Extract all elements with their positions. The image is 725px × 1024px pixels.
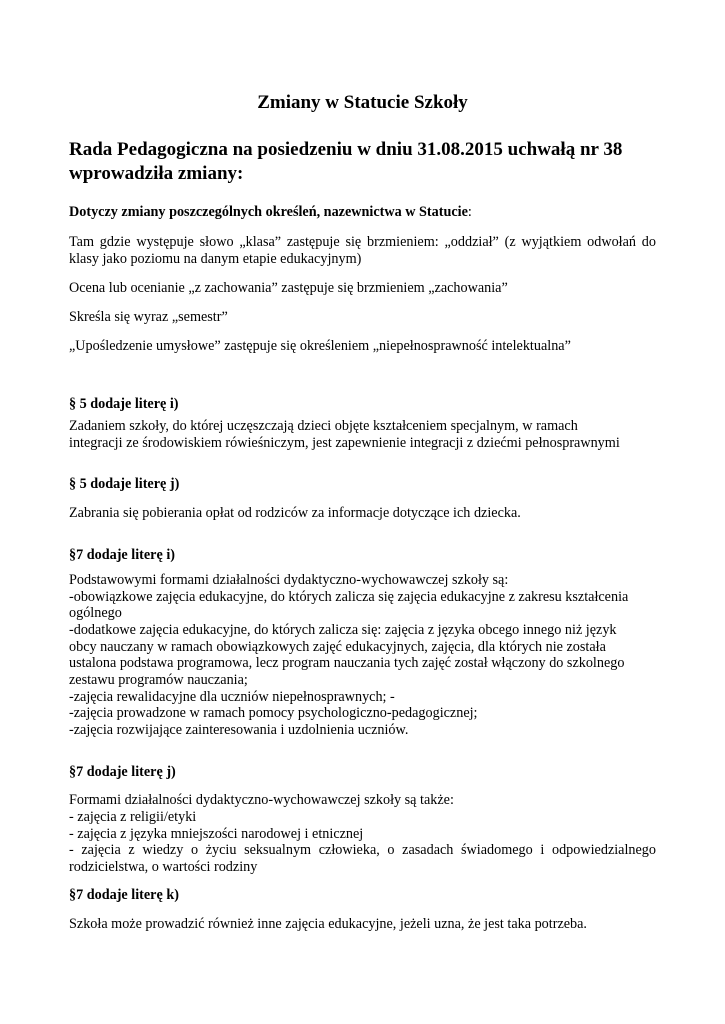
section-7i-line: obcy nauczany w ramach obowiązkowych zajęć edukacyjnych, zajęcia, dla których nie została (69, 639, 606, 655)
change-klasa-line-2: klasy jako poziomu na danym etapie edukacyjnym) (69, 251, 362, 267)
change-klasa-line-1: Tam gdzie występuje słowo „klasa” zastępuje się brzmieniem: „oddział” (z wyjątkiem odwołań do (69, 234, 656, 250)
change-uposledzenie: „Upośledzenie umysłowe” zastępuje się określeniem „niepełnosprawność intelektualna” (69, 338, 571, 354)
intro-paragraph (69, 204, 472, 221)
section-7j-heading: §7 dodaje literę j) (69, 764, 176, 780)
section-7i-line: -zajęcia prowadzone w ramach pomocy psychologiczno-pedagogicznej; (69, 705, 478, 721)
section-7i-line: -zajęcia rozwijające zainteresowania i uzdolnienia uczniów. (69, 722, 409, 738)
section-7j-line: - zajęcia z wiedzy o życiu seksualnym człowieka, o zasadach świadomego i odpowiedzialnego (69, 842, 656, 858)
change-zachowanie: Ocena lub ocenianie „z zachowania” zastępuje się brzmieniem „zachowania” (69, 280, 508, 296)
section-7i-line: zestawu programów nauczania; (69, 672, 248, 688)
document-title: Zmiany w Statucie Szkoły (257, 92, 468, 113)
section-7i-line: ustalona podstawa programowa, lecz program nauczania tych zajęć został włączony do szkolnego (69, 655, 625, 671)
section-7k-line-1: Szkoła może prowadzić również inne zajęcia edukacyjne, jeżeli uzna, że jest taka potrzeba. (69, 916, 587, 932)
section-7i-line: -obowiązkowe zajęcia edukacyjne, do których zalicza się zajęcia edukacyjne z zakresu kształcenia (69, 589, 629, 605)
section-7i-line: -zajęcia rewalidacyjne dla uczniów niepełnosprawnych; - (69, 689, 395, 705)
section-7j-line: - zajęcia z religii/etyki (69, 809, 197, 825)
resolution-heading-line-2: wprowadziła zmiany: (69, 163, 244, 184)
section-5j-line-1: Zabrania się pobierania opłat od rodziców za informacje dotyczące ich dziecka. (69, 505, 521, 521)
section-5i-heading: § 5 dodaje literę i) (69, 396, 179, 412)
section-7j-line: Formami działalności dydaktyczno-wychowawczej szkoły są także: (69, 792, 454, 808)
section-7i-line: -dodatkowe zajęcia edukacyjne, do których zalicza się: zajęcia z języka obcego innego niż język (69, 622, 617, 638)
intro-bold-text: Dotyczy zmiany poszczególnych określeń, nazewnictwa w Statucie (69, 204, 468, 220)
section-5i-line-1: Zadaniem szkoły, do której uczęszczają dzieci objęte kształceniem specjalnym, w ramach (69, 418, 578, 434)
section-7i-line: Podstawowymi formami działalności dydaktyczno-wychowawczej szkoły są: (69, 572, 509, 588)
section-7i-heading: §7 dodaje literę i) (69, 547, 175, 563)
resolution-heading-line-1: Rada Pedagogiczna na posiedzeniu w dniu 31.08.2015 uchwałą nr 38 (69, 139, 623, 160)
intro-colon: : (467, 204, 472, 220)
section-7i-line: ogólnego (69, 605, 122, 621)
section-5i-line-2: integracji ze środowiskiem rówieśniczym, jest zapewnienie integracji z dziećmi pełnosprawnymi (69, 435, 620, 451)
section-7k-heading: §7 dodaje literę k) (69, 887, 179, 903)
change-semestr: Skreśla się wyraz „semestr” (69, 309, 228, 325)
section-5j-heading: § 5 dodaje literę j) (69, 476, 180, 492)
section-7j-line: - zajęcia z języka mniejszości narodowej i etnicznej (69, 826, 364, 842)
section-7j-line: rodzicielstwa, o wartości rodziny (69, 859, 258, 875)
